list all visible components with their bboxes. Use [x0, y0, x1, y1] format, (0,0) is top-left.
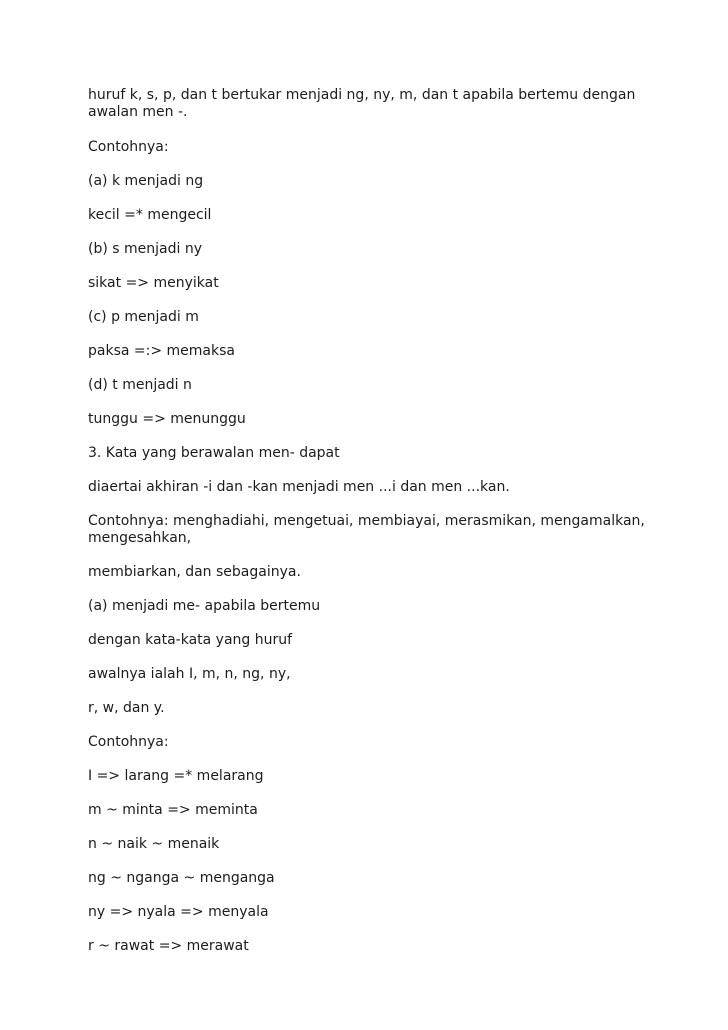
paragraph-intro: huruf k, s, p, dan t bertukar menjadi ng, ny, m, dan t apabila bertemu dengan awalan men -. [88, 87, 636, 120]
paragraph-d-t-n: (d) t menjadi n [88, 377, 192, 393]
paragraph-sikat-example: sikat => menyikat [88, 275, 219, 291]
paragraph-kecil-example: kecil =* mengecil [88, 207, 212, 223]
paragraph-akhiran: diaertai akhiran -i dan -kan menjadi men ...i dan men ...kan. [88, 479, 510, 495]
paragraph-contohnya-1: Contohnya: [88, 139, 169, 155]
paragraph-contohnya-list: Contohnya: menghadiahi, mengetuai, membiayai, merasmikan, mengamalkan, mengesahkan, [88, 513, 645, 546]
paragraph-a-k-ng: (a) k menjadi ng [88, 173, 204, 189]
paragraph-minta-example: m ~ minta => meminta [88, 802, 258, 818]
paragraph-c-p-m: (c) p menjadi m [88, 309, 199, 325]
paragraph-sebagainya: membiarkan, dan sebagainya. [88, 564, 301, 580]
paragraph-point-3: 3. Kata yang berawalan men- dapat [88, 445, 340, 461]
paragraph-naik-example: n ~ naik ~ menaik [88, 836, 220, 852]
paragraph-tunggu-example: tunggu => menunggu [88, 411, 246, 427]
paragraph-nganga-example: ng ~ nganga ~ menganga [88, 870, 275, 886]
paragraph-contohnya-2: Contohnya: [88, 734, 169, 750]
paragraph-dengan-kata: dengan kata-kata yang huruf [88, 632, 293, 648]
paragraph-nyala-example: ny => nyala => menyala [88, 904, 269, 920]
paragraph-a-me: (a) menjadi me- apabila bertemu [88, 598, 321, 614]
paragraph-b-s-ny: (b) s menjadi ny [88, 241, 202, 257]
paragraph-awalnya: awalnya ialah I, m, n, ng, ny, [88, 666, 291, 682]
paragraph-rawat-example: r ~ rawat => merawat [88, 938, 249, 954]
paragraph-r-w-y: r, w, dan y. [88, 700, 165, 716]
paragraph-larang-example: I => larang =* melarang [88, 768, 264, 784]
document-body [88, 87, 648, 972]
paragraph-paksa-example: paksa =:> memaksa [88, 343, 235, 359]
